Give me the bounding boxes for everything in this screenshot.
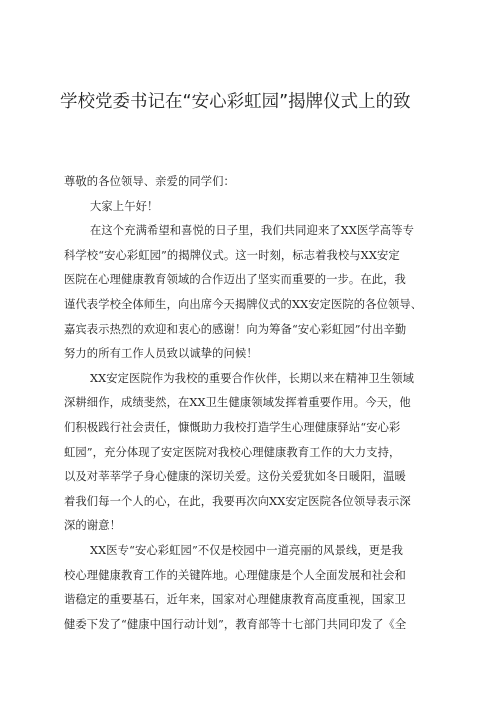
greeting-line: 大家上午好！ <box>90 199 159 213</box>
paragraph-line: 深耕细作，成绩斐然，在XX卫生健康领域发挥着重要作用。今天，他 <box>64 396 411 410</box>
paragraph-line: 嘉宾表示热烈的欢迎和衷心的感谢！向为筹备“安心彩虹园”付出辛勤 <box>64 322 407 336</box>
paragraph-line: 们积极践行社会责任，慷慨助力我校打造学生心理健康驿站“安心彩 <box>64 420 401 434</box>
paragraph-line: 在这个充满希望和喜悦的日子里，我们共同迎来了XX医学高等专 <box>90 224 415 238</box>
paragraph-line: 校心理健康教育工作的关键阵地。心理健康是个人全面发展和社会和 <box>64 568 406 582</box>
paragraph-line: 科学校“安心彩虹园”的揭牌仪式。这一时刻，标志着我校与XX安定 <box>64 248 400 262</box>
paragraph-line: 谐稳定的重要基石，近年来，国家对心理健康教育高度重视，国家卫 <box>64 593 406 607</box>
paragraph-line: 以及对莘莘学子身心健康的深切关爱。这份关爱犹如冬日暖阳，温暖 <box>64 470 406 484</box>
paragraph-line: 医院在心理健康教育领域的合作迈出了坚实而重要的一步。在此，我 <box>64 273 406 287</box>
paragraph-line: XX医专“安心彩虹园”不仅是校园中一道亮丽的风景线，更是我 <box>90 543 403 557</box>
salutation-line: 尊敬的各位领导、亲爱的同学们： <box>64 175 235 188</box>
document-title: 学校党委书记在“安心彩虹园”揭牌仪式上的致 <box>60 92 411 112</box>
paragraph-line: 虹园”，充分体现了安定医院对我校心理健康教育工作的大力支持， <box>64 445 401 459</box>
paragraph-line: XX安定医院作为我校的重要合作伙伴，长期以来在精神卫生领域 <box>90 371 415 385</box>
paragraph-line: 努力的所有工作人员致以诚挚的问候！ <box>64 347 258 361</box>
paragraph-line: 着我们每一个人的心，在此，我要再次向XX安定医院各位领导表示深 <box>64 494 411 508</box>
paragraph-line: 谨代表学校全体师生，向出席今天揭牌仪式的XX安定医院的各位领导、 <box>64 297 423 311</box>
paragraph-line: 健委下发了“健康中国行动计划”，教育部等十七部门共同印发了《全 <box>64 617 407 631</box>
paragraph-line: 深的谢意！ <box>64 519 121 533</box>
document-body <box>64 170 436 637</box>
